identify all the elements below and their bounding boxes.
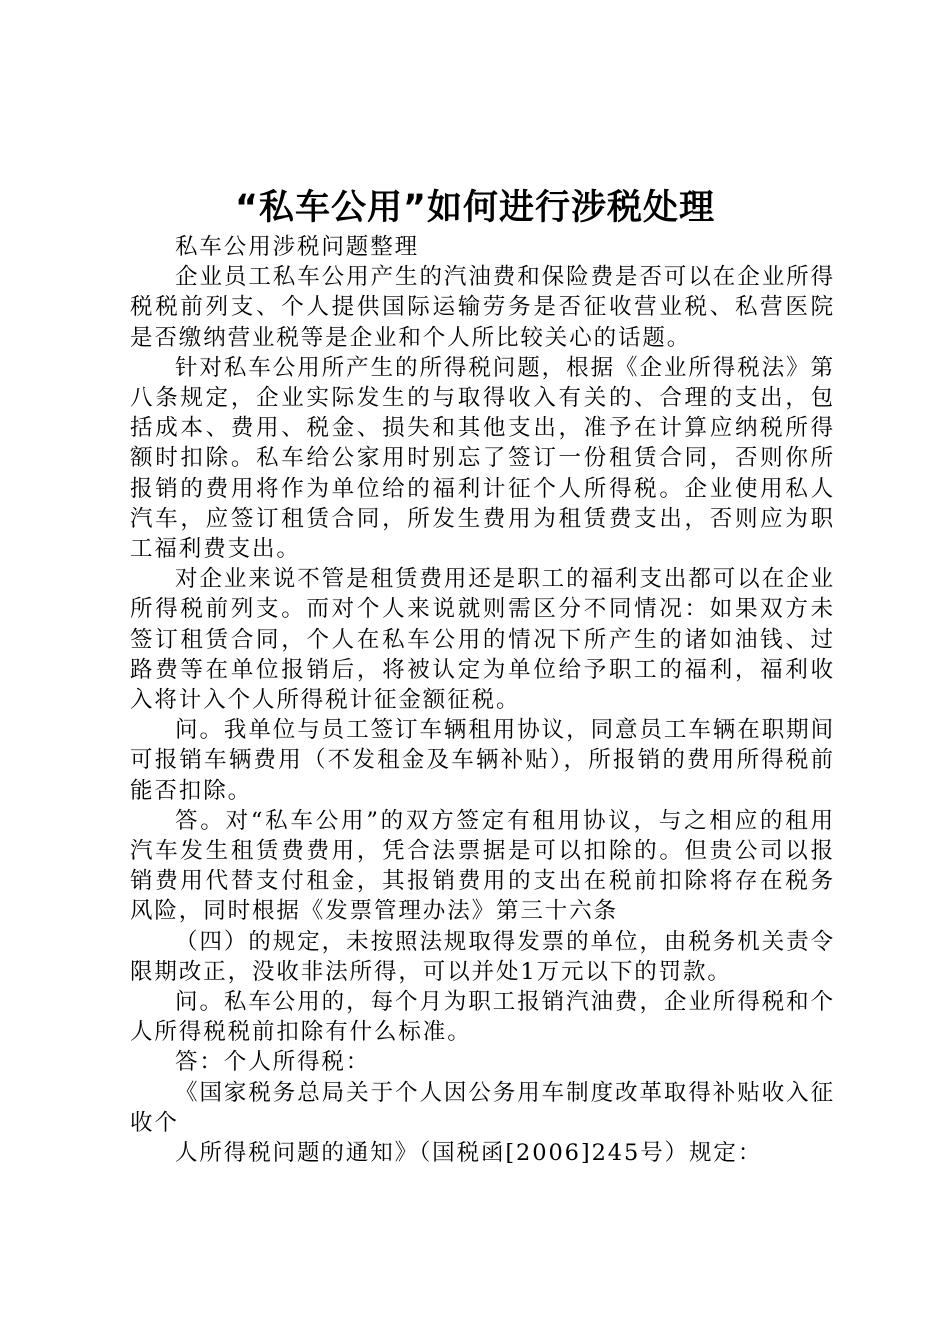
document-body <box>130 232 835 1168</box>
question-paragraph: 问。私车公用的，每个月为职工报销汽油费，企业所得税和个人所得税税前扣除有什么标准。 <box>130 989 835 1046</box>
paragraph: 《国家税务总局关于个人因公务用车制度改革取得补贴收入征收个 <box>130 1079 835 1136</box>
answer-paragraph: 答。对“私车公用”的双方签定有租用协议，与之相应的租用汽车发生租赁费费用，凭合法票据是可以扣除的。但贵公司以报销费用代替支付租金，其报销费用的支出在税前扣除将存在税务风险，同时根据《发票管理办法》第三十六条 <box>130 807 835 925</box>
answer-paragraph: 答：个人所得税： <box>175 1049 371 1076</box>
paragraph-subtitle: 私车公用涉税问题整理 <box>175 234 420 260</box>
paragraph: 针对私车公用所产生的所得税问题，根据《企业所得税法》第八条规定，企业实际发生的与取得收入有关的、合理的支出，包括成本、费用、税金、损失和其他支出，准予在计算应纳税所得额时扣除。私车给公家用时别忘了签订一份租赁合同，否则你所报销的费用将作为单位给的福利计征个人所得税。企业使用私人汽车，应签订租赁合同，所发生费用为租赁费支出，否则应为职工福利费支出。 <box>130 354 835 563</box>
document-title: “私车公用”如何进行涉税处理 <box>234 188 715 228</box>
paragraph: 人所得税问题的通知》（国税函[2006]245号）规定： <box>175 1140 763 1167</box>
paragraph: （四）的规定，未按照法规取得发票的单位，由税务机关责令限期改正，没收非法所得，可以并处1万元以下的罚款。 <box>130 928 835 985</box>
question-paragraph: 问。我单位与员工签订车辆租用协议，同意员工车辆在职期间可报销车辆费用（不发租金及车辆补贴），所报销的费用所得税前能否扣除。 <box>130 717 835 804</box>
paragraph: 对企业来说不管是租赁费用还是职工的福利支出都可以在企业所得税前列支。而对个人来说就则需区分不同情况：如果双方未签订租赁合同，个人在私车公用的情况下所产生的诸如油钱、过路费等在单位报销后，将被认定为单位给予职工的福利，福利收入将计入个人所得税计征金额征税。 <box>130 566 835 714</box>
paragraph: 企业员工私车公用产生的汽油费和保险费是否可以在企业所得税税前列支、个人提供国际运输劳务是否征收营业税、私营医院是否缴纳营业税等是企业和个人所比较关心的话题。 <box>130 264 835 351</box>
